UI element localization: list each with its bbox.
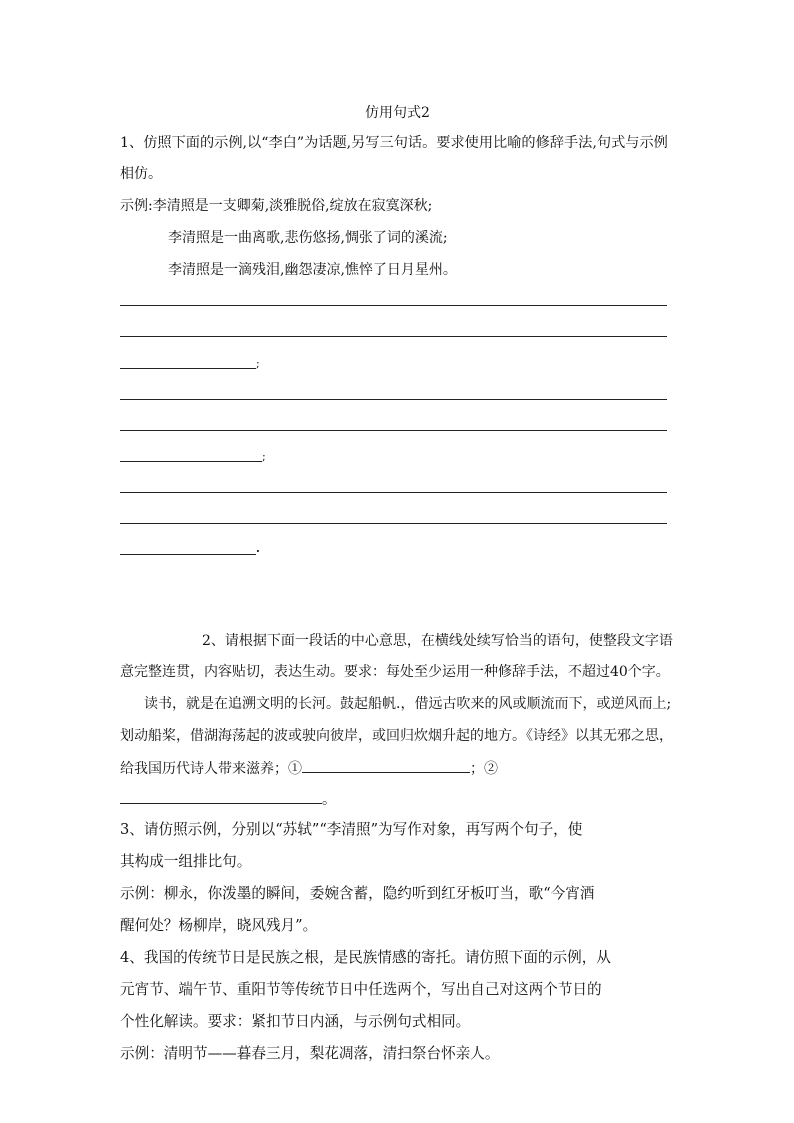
answer-line-short[interactable] xyxy=(120,554,256,555)
blank-answer-1[interactable] xyxy=(302,758,470,773)
answer-line[interactable] xyxy=(120,336,667,337)
q2-passage-text: 给我国历代诗人带来滋养；① xyxy=(120,761,302,777)
q2-prompt-line-1: 2、请根据下面一段话的中心意思，在横线处续写恰当的语句，使整段文字语 xyxy=(202,633,673,649)
answer-line[interactable] xyxy=(120,399,667,400)
answer-line-short[interactable] xyxy=(120,368,256,369)
answer-line-punct: ; xyxy=(262,450,266,463)
q1-example-line-1: 示例:李清照是一支卿菊,淡雅脱俗,绽放在寂寞深秋; xyxy=(120,198,433,214)
q3-prompt-line-1: 3、请仿照示例，分别以“苏轼”“李清照”为写作对象，再写两个句子，使 xyxy=(120,821,583,838)
q4-prompt-line-3: 个性化解读。要求：紧扣节日内涵，与示例句式相同。 xyxy=(120,1013,471,1030)
answer-line[interactable] xyxy=(120,430,667,431)
q3-example-line-2: 醒何处？杨柳岸，晓风残月”。 xyxy=(120,917,318,934)
q4-example-line: 示例：清明节——暮春三月，梨花凋落，清扫祭台怀亲人。 xyxy=(120,1045,500,1062)
q2-blank-separator: ；② xyxy=(470,761,498,777)
q3-prompt-line-2: 其构成一组排比句。 xyxy=(120,853,252,870)
q4-prompt-line-1: 4、我国的传统节日是民族之根，是民族情感的寄托。请仿照下面的示例，从 xyxy=(120,949,611,966)
answer-line[interactable] xyxy=(120,523,667,524)
answer-line-punct: ; xyxy=(256,357,260,370)
q2-passage-line-4 xyxy=(120,789,336,810)
answer-line-short[interactable] xyxy=(120,461,262,462)
q2-end-punct: 。 xyxy=(322,792,336,808)
q1-example-line-3: 李清照是一滴残泪,幽怨凄凉,憔悴了日月星州。 xyxy=(168,262,457,278)
q2-passage-line-2: 划动船桨，借湖海荡起的波或驶向彼岸，或回归炊烟升起的地方。《诗经》以其无邪之思， xyxy=(120,728,673,744)
blank-answer-2[interactable] xyxy=(120,789,322,804)
q2-prompt-line-2: 意完整连贯，内容贴切，表达生动。要求：每处至少运用一种修辞手法，不超过40个字。 xyxy=(120,664,670,680)
q3-example-line-1: 示例：柳永，你泼墨的瞬间，委婉含蓄，隐约听到红牙板叮当，歌“今宵酒 xyxy=(120,885,595,902)
answer-line-punct: . xyxy=(256,542,260,555)
answer-line[interactable] xyxy=(120,305,667,306)
q1-example-line-2: 李清照是一曲离歌,悲伤悠扬,惆张了词的溪流; xyxy=(168,230,448,246)
q2-passage-line-1: 读书，就是在追溯文明的长河。鼓起船帆.，借远古吹来的风或顺流而下，或逆风而上; xyxy=(144,696,672,712)
q1-prompt-line-2: 相仿。 xyxy=(120,166,162,182)
page-title: 仿用句式2 xyxy=(365,105,430,121)
q2-passage-line-3 xyxy=(120,758,498,779)
q4-prompt-line-2: 元宵节、端午节、重阳节等传统节日中任选两个，写出自己对这两个节日的 xyxy=(120,981,602,998)
q1-prompt-line-1: 1、仿照下面的示例,以“李白”为话题,另写三句话。要求使用比喻的修辞手法,句式与示例 xyxy=(120,135,668,151)
answer-line[interactable] xyxy=(120,492,667,493)
